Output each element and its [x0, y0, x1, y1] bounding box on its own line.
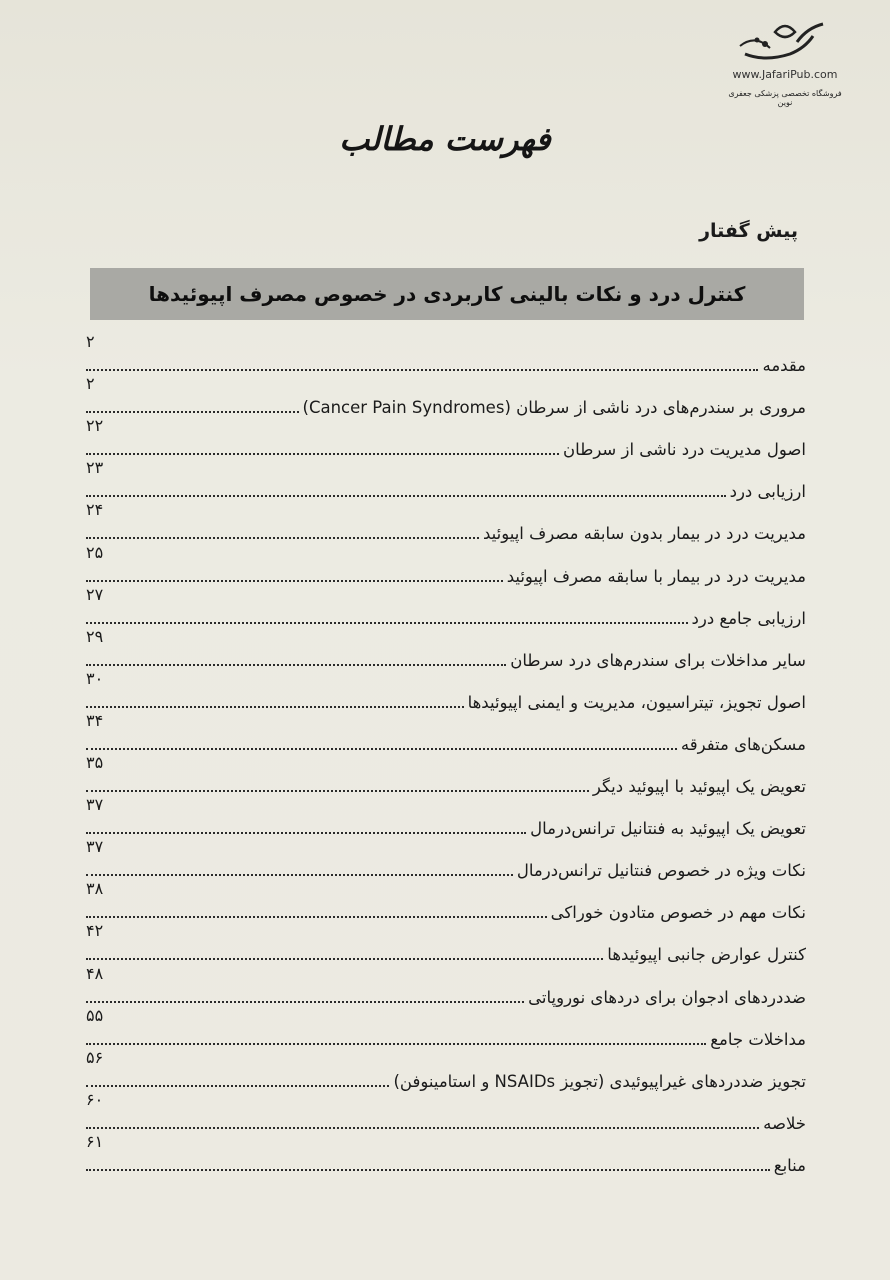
jafari-pub-logo-icon [735, 14, 835, 66]
toc-dot-leader [86, 580, 503, 582]
toc-dot-leader [86, 1001, 524, 1003]
toc-entry-page-number: ۲۳ [86, 458, 104, 478]
toc-entry-page-number: ۳۵ [86, 753, 104, 772]
toc-entry-label: نکات ویژه در خصوص فنتانیل ترانس‌درمال [516, 861, 806, 881]
toc-dot-leader [86, 832, 526, 834]
toc-entry-page-number: ۵۶ [86, 1047, 104, 1067]
toc-entry [86, 626, 806, 671]
toc-entry-page-number: ۲۷ [86, 584, 104, 604]
toc-entry-label: اصول تجویز، تیتراسیون، مدیریت و ایمنی اپیوئیدها [467, 692, 806, 712]
toc-entry [86, 923, 806, 965]
toc-entry-label: ضددردهای ادجوان برای دردهای نوروپاتی [528, 987, 806, 1007]
toc-dot-leader [86, 495, 726, 497]
toc-entry-page-number: ۵۵ [86, 1005, 104, 1025]
toc-entry-page-number: ۲۲ [86, 416, 104, 436]
toc-dot-leader [86, 706, 464, 708]
toc-entry [86, 1005, 806, 1050]
toc-dot-leader [86, 369, 758, 371]
chapter-banner-text: کنترل درد و نکات بالینی کاربردی در خصوص مصرف اپیوئیدها [148, 282, 746, 306]
toc-entry-label: خلاصه [763, 1113, 806, 1133]
toc-entry [86, 584, 806, 629]
toc-entry-label: مدیریت درد در بیمار با سابقه مصرف اپیوئید [506, 566, 806, 586]
toc-entry [86, 542, 806, 587]
toc-entry-label: مروری بر سندرم‌های درد ناشی از سرطان (Cancer Pain Syndromes) [302, 398, 806, 418]
toc-entry [86, 460, 806, 502]
toc-entry [86, 418, 806, 460]
toc-dot-leader [86, 916, 547, 918]
toc-entry-label: تعویض یک اپیوئید به فنتانیل ترانس‌درمال [530, 819, 806, 839]
toc-entry [86, 502, 806, 544]
toc-entry-label: ارزیابی درد [729, 482, 806, 502]
toc-entry-label: اصول مدیریت درد ناشی از سرطان [563, 440, 806, 460]
toc-entry-label: مدیریت درد در بیمار بدون سابقه مصرف اپیوئید [482, 524, 806, 544]
toc-dot-leader [86, 748, 677, 750]
toc-entry-page-number: ۳۰ [86, 668, 104, 688]
toc-dot-leader [86, 664, 506, 666]
toc-entry-label: تجویز ضددردهای غیراپیوئیدی (تجویز NSAIDs و استامینوفن) [393, 1071, 806, 1091]
toc-entry-page-number: ۲ [86, 374, 95, 394]
toc-entry [86, 710, 806, 755]
toc-entry-label: تعویض یک اپیوئید با اپیوئید دیگر [592, 777, 806, 796]
toc-dot-leader [86, 1085, 389, 1087]
toc-entry-label: نکات مهم در خصوص متادون خوراکی [550, 903, 806, 923]
toc-dot-leader [86, 790, 589, 792]
toc-entry [86, 1089, 806, 1134]
toc-entry [86, 334, 806, 376]
toc-dot-leader [86, 537, 479, 539]
toc-dot-leader [86, 1043, 706, 1045]
toc-entry-page-number: ۳۸ [86, 879, 104, 899]
toc-entry-page-number: ۲۵ [86, 542, 104, 562]
toc-entry-page-number: ۳۴ [86, 710, 104, 730]
toc-entry-page-number: ۶۱ [86, 1131, 104, 1151]
toc-entry [86, 839, 806, 881]
toc-dot-leader [86, 453, 559, 455]
publisher-url: www.JafariPub.com [732, 68, 838, 81]
toc-entry-page-number: ۲۹ [86, 626, 104, 646]
preface-heading: پیش گفتار [699, 220, 798, 242]
toc-entry-label: منابع [773, 1155, 806, 1175]
toc-dot-leader [86, 622, 688, 624]
toc-entry [86, 1131, 806, 1176]
toc-entry-page-number: ۶۰ [86, 1089, 104, 1109]
toc-entry [86, 881, 806, 923]
toc-entry [86, 963, 806, 1008]
toc-dot-leader [86, 1169, 770, 1171]
publisher-tagline: فروشگاه تخصصی پزشکی جعفری نوین [728, 89, 842, 107]
toc-entry-page-number: ۲۴ [86, 500, 104, 520]
page-title: فهرست مطالب [339, 120, 551, 158]
toc-entry-label: کنترل عوارض جانبی اپیوئیدها [607, 945, 806, 965]
publisher-logo [720, 14, 850, 114]
toc-dot-leader [86, 411, 299, 413]
toc-entry-label: مداخلات جامع [710, 1029, 806, 1049]
toc-dot-leader [86, 958, 603, 960]
toc-entry-page-number: ۲ [86, 332, 95, 351]
toc-entry-label: مقدمه [762, 356, 806, 375]
toc-entry [86, 1047, 806, 1092]
toc-entry-page-number: ۳۷ [86, 795, 104, 815]
toc-entry-label: سایر مداخلات برای سندرم‌های درد سرطان [510, 650, 806, 670]
toc-entry [86, 376, 806, 418]
toc-dot-leader [86, 874, 513, 876]
chapter-banner [90, 268, 804, 320]
toc-entry-page-number: ۳۷ [86, 837, 104, 857]
toc-entry [86, 668, 806, 713]
toc-entry-page-number: ۴۲ [86, 921, 104, 941]
toc-entry-label: ارزیابی جامع درد [691, 608, 806, 628]
toc-entry [86, 755, 806, 797]
toc-entry-page-number: ۴۸ [86, 963, 104, 983]
toc-dot-leader [86, 1127, 759, 1129]
toc-entry-label: مسکن‌های متفرقه [680, 734, 806, 754]
toc-entry [86, 797, 806, 839]
